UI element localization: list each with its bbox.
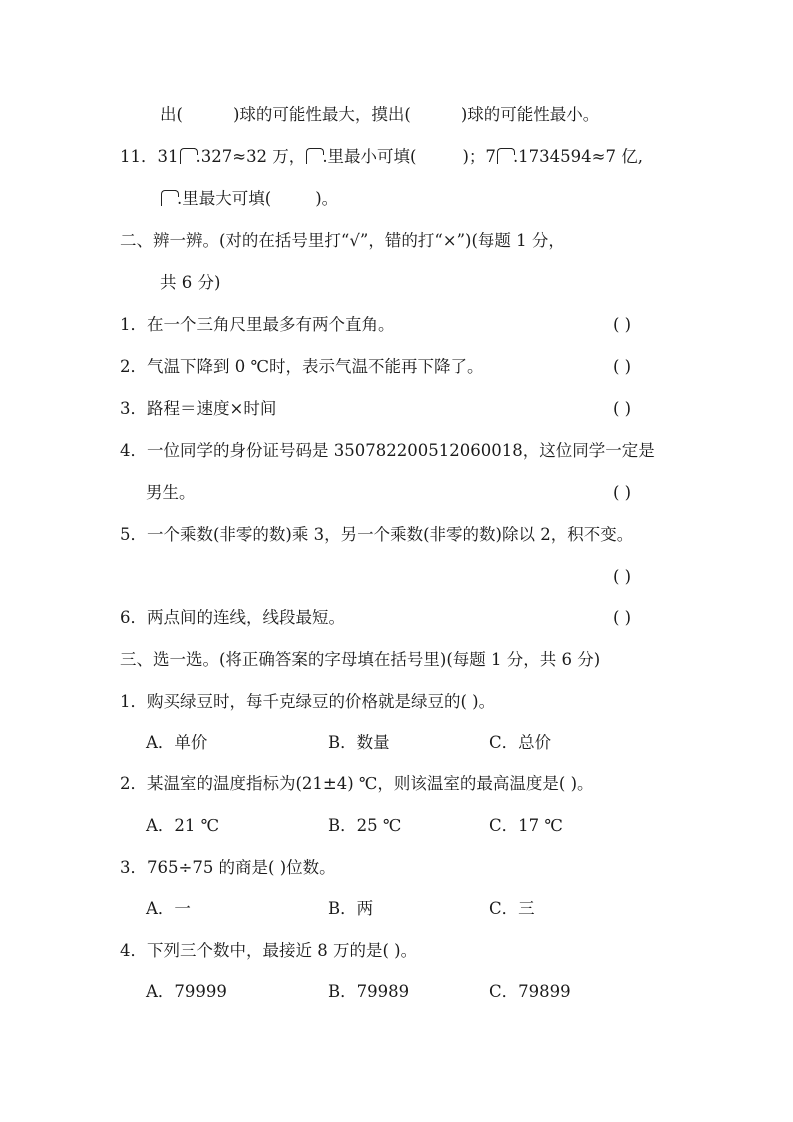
section-2-title-cont: 共 6 分)	[160, 273, 221, 292]
judge-item-5: 5．一个乘数(非零的数)乘 3，另一个乘数(非零的数)除以 2，积不变。	[120, 525, 634, 544]
digit-box[interactable]	[497, 148, 512, 164]
option-a[interactable]: A．一	[146, 899, 191, 918]
option-a[interactable]: A．21 ℃	[146, 816, 220, 835]
option-a[interactable]: A．单价	[146, 733, 208, 752]
question-number: 11．	[120, 147, 158, 166]
digit-box[interactable]	[161, 190, 176, 206]
judge-item-4-cont: 男生。	[146, 483, 196, 502]
judge-item-1: 1．在一个三角尺里最多有两个直角。	[120, 315, 395, 334]
answer-parens[interactable]: ( )	[613, 608, 632, 627]
judge-item-4: 4．一位同学的身份证号码是 350782200512060018，这位同学一定是	[120, 441, 655, 460]
option-a[interactable]: A．79999	[146, 982, 227, 1001]
text-segment: )。	[315, 189, 339, 208]
judge-item-3: 3．路程＝速度×时间	[120, 399, 277, 418]
question-11	[120, 146, 643, 168]
text-segment: )；7	[462, 147, 496, 166]
section-2-title: 二、辨一辨。(对的在括号里打“√”，错的打“×”)(每题 1 分，	[120, 231, 565, 250]
text-segment: .1734594≈7 亿,	[512, 147, 643, 166]
option-c[interactable]: C．79899	[489, 982, 571, 1001]
text-segment: )球的可能性最小。	[460, 105, 600, 124]
answer-parens[interactable]: ( )	[613, 567, 632, 586]
option-c[interactable]: C．17 ℃	[489, 816, 563, 835]
question-11-line2	[160, 188, 338, 210]
text-segment: 31	[157, 147, 179, 166]
text-segment: )球的可能性最大，摸出(	[232, 105, 411, 124]
answer-parens[interactable]: ( )	[613, 399, 632, 418]
digit-box[interactable]	[180, 148, 195, 164]
text-segment: .里最小可填(	[322, 147, 417, 166]
option-b[interactable]: B．79989	[328, 982, 410, 1001]
answer-parens[interactable]: ( )	[613, 483, 632, 502]
answer-parens[interactable]: ( )	[613, 357, 632, 376]
option-c[interactable]: C．三	[489, 899, 535, 918]
option-b[interactable]: B．两	[328, 899, 374, 918]
text-segment: 出(	[160, 105, 183, 124]
option-b[interactable]: B．25 ℃	[328, 816, 402, 835]
answer-parens[interactable]: ( )	[613, 315, 632, 334]
text-segment: .里最大可填(	[177, 189, 272, 208]
judge-item-6: 6．两点间的连线，线段最短。	[120, 608, 345, 627]
choice-question-4: 4．下列三个数中，最接近 8 万的是( )。	[120, 941, 418, 960]
text-segment: .327≈32 万，	[195, 147, 306, 166]
question-10-continuation	[160, 104, 599, 126]
choice-question-1: 1．购买绿豆时，每千克绿豆的价格就是绿豆的( )。	[120, 692, 496, 711]
choice-question-3: 3．765÷75 的商是( )位数。	[120, 858, 336, 877]
choice-question-2: 2．某温室的温度指标为(21±4) ℃，则该温室的最高温度是( )。	[120, 774, 594, 793]
digit-box[interactable]	[306, 148, 321, 164]
judge-item-2: 2．气温下降到 0 ℃时，表示气温不能再下降了。	[120, 357, 484, 376]
option-b[interactable]: B．数量	[328, 733, 390, 752]
option-c[interactable]: C．总价	[489, 733, 552, 752]
section-3-title: 三、选一选。(将正确答案的字母填在括号里)(每题 1 分，共 6 分)	[120, 650, 601, 669]
